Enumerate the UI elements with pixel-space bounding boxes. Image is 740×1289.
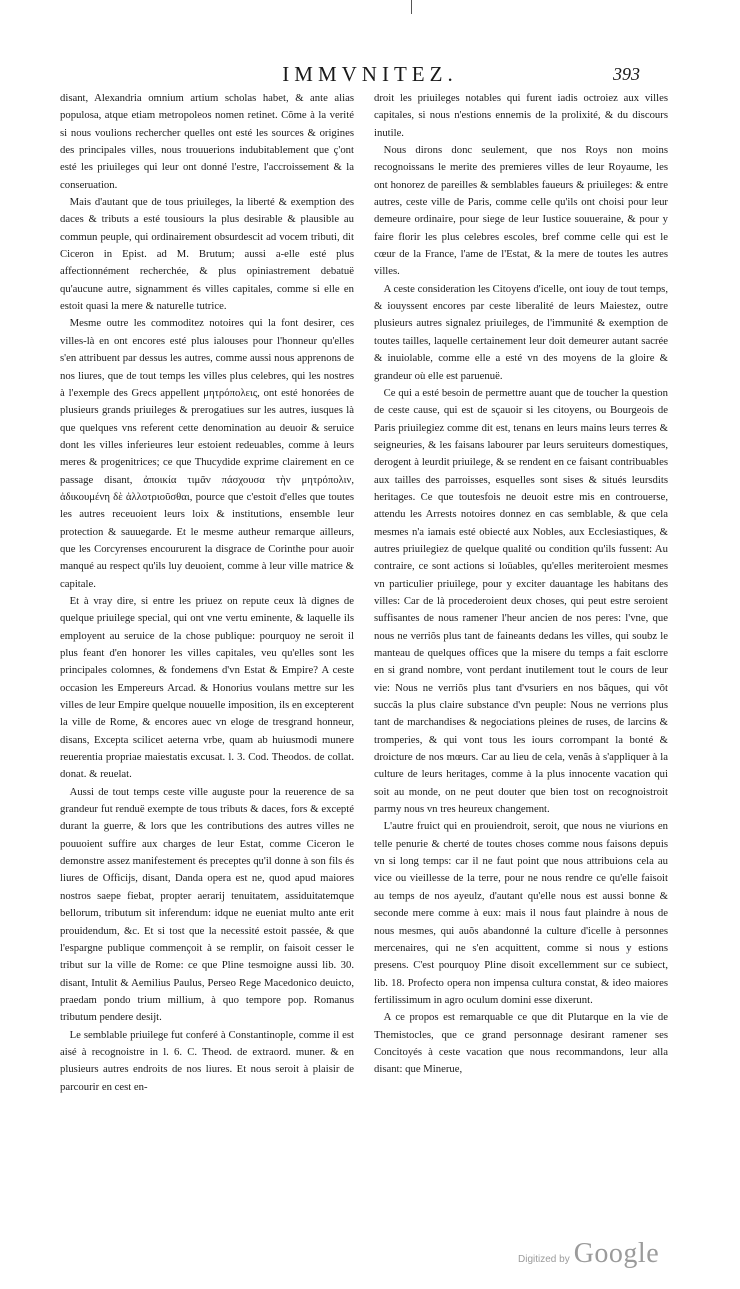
paragraph: A ce propos est remarquable ce que dit Plutarque en la vie de Themistocles, que ce grand personnage desirant ramener ses Concitoyés à ceste vacation que nous recommandons, leur alla disant: que Minerue,	[374, 1011, 668, 1076]
paragraph: Et à vray dire, si entre les priuez on repute ceux là dignes de quelque priuilege special, qui ont vne vertu eminente, & laquelle ils employent au seruice de la chose publique: pourquoy ne seroit il plus feant d'en honorer les villes capitales, veu qu'elles sont les principales colomnes, & fondemens d'vn Estat & Empire? A ceste occasion les Empereurs Arcad. & Honorius voulans mettre sur les villes de leur Empire quelque nouuelle imposition, ils en excepterent la ville de Rome, & encores auec vn eloge de tresgrand honneur, disans, Excepta scilicet aeterna vrbe, quam ab huiusmodi munere reuerentia propriae maiestatis excusat. l. 3. Cod. Theodos. de collat. donat. & reuelat.	[60, 594, 354, 781]
right-column	[374, 90, 668, 1079]
paragraph: A ceste consideration les Citoyens d'icelle, ont iouy de tout temps, & iouyssent encores par ceste liberalité de leurs Maiestez, outre plusieurs autres signalez priuileges, de l'immunité & exemption de toutes tailles, laquelle certainement leur doit demeurer autant sacrée & inuiolable, comme elle a esté vn des moyens de la gloire & grandeur où elle est paruenuë.	[374, 282, 668, 382]
paragraph: Mesme outre les commoditez notoires qui la font desirer, ces villes-là en ont encores esté plus ialouses pour l'honneur qu'elles s'en attribuent par dessus les autres, comme aussi nous apprenons de nos liures, que de tout temps les villes plus celebres, qui les nostres à l'exemple des Grecs appellent μητρόπολεις, ont esté honorées de plusieurs grands priuileges & prerogatiues sur les autres, iusques là que quelques vns referent cette denomination au deuoir & seruice dont les villes inferieures leur estoient redeuables, comme à leurs meres & progenitrices; ce que Thucydide exprime clairement en ce passage disant, ἀποικία τιμᾶν πάσχουσα τὴν μητρόπολιν, ἀδικουμένη δὲ ἀλλοτριοῦσθαι, pource que c'estoit d'elles que toutes les autres receuoient leurs loix & institutions, ensemble leur protection & sauuegarde. Et le mesme autheur remarque ailleurs, que les Corcyrenses encoururent la disgrace de Corinthe pour auoir manqué au respect qu'ils luy deuoient, comme à leur ville matrice & capitale.	[60, 317, 354, 590]
google-logo: Google	[573, 1238, 660, 1269]
paragraph: Ce qui a esté besoin de permettre auant que de toucher la question de ceste cause, qui est de sçauoir si les citoyens, ou Bourgeois de Paris priuilegiez comme dit est, tenans en leurs mains leurs terres & seigneuries, & les faisans labourer par leurs seruiteurs domestiques, derogent à leurdit priuilege, & se rendent en ce faisant contribuables aux tailles des parroisses, esquelles sont sises & situés leursdits heritages. Ce que toutesfois ne deuoit estre mis en controuerse, attendu les Arrests notoires donnez en cas semblable, & que cela mesmes n'a iamais esté obiecté aux Nobles, aux Ecclesiastiques, & autres priuilegiez de quelque qualité ou condition qu'ils fussent: Au contraire, ce sont actions si loüables, qu'elles meriteroient mesmes vn particulier priuilege, pour y exciter dauantage les habitans des villes: Car de là procederoient deux choses, qui peut estre seroient suffisantes de nous ramener l'heur ancien de nos peres: l'vne, que nous ne verriõs plus tant de faineants dedans les villes, qui soubz le manteau de quelques offices que la misere du temps a fait esclorre en si grand nombre, vont perdant inutilement tout le cours de leur vie: Nous ne verriõs plus tant d'vsuriers en nos bãques, qui võt succãs la plus claire substance d'vn peuple: Nous ne verrions plus tant de marchandises & negociations pleines de ruses, de larcins & tromperies, & qui vont tous les iours corrompant la bonté & droicture de nos mœurs. Car au lieu de cela, venãs à s'appliquer à la culture de leurs heritages, comme à la plus innocente vacation qui soit au monde, on ne peut douter que bien tost on recognoistroit parmy nous vn tres heureux changement.	[374, 386, 668, 816]
watermark-prefix: Digitized by	[518, 1254, 570, 1265]
running-head: IMMVNITEZ.	[282, 62, 458, 86]
paragraph: droit les priuileges notables qui furent iadis octroiez aux villes capitales, si nous n'estions ennemis de la prolixité, & du discours inutile.	[374, 92, 668, 139]
top-edge-mark	[411, 0, 412, 14]
paragraph: Le semblable priuilege fut conferé à Constantinople, comme il est aisé à recognoistre in l. 6. C. Theod. de extraord. muner. & en plusieurs autres endroits de nos liures. Et nous seroit à plaisir de parcourir en cest en-	[60, 1028, 354, 1093]
paragraph: Aussi de tout temps ceste ville auguste pour la reuerence de sa grandeur fut renduë exempte de tous tributs & daces, fors & excepté durant la guerre, & lors que les contributions des autres villes ne pouuoient suffire aux charges de leur Estat, comme Ciceron le demonstre assez manifestement és preceptes qu'il donne à son fils és liures de Officijs, disant, Danda opera est ne, quod apud maiores nostros saepe fiebat, propter aerarij tenuitatem, assiduitatemque bellorum, tributum sit inferendum: idque ne eueniat multo ante erit prouidendum, &c. Et si tost que la necessité estoit passée, & que l'espargne publique commençoit à se remplir, on faisoit cesser le tribut sur la ville de Rome: ce que Pline tesmoigne aussi lib. 30. disant, Intulit & Aemilius Paulus, Perseo Rege Macedonico deuicto, praedam pondo trium millium, à quo tempore pop. Romanus tributum pendere desijt.	[60, 785, 354, 1024]
paragraph: disant, Alexandria omnium artium scholas habet, & ante alias populosa, atque etiam metropoleos nomen retinet. Cõme à la verité si nous voulions rechercher quelles ont esté les sources & origines des principales villes, nous trouuerions indubitablement que ç'ont esté les priuileges qui leur ont donné l'estre, l'accroissement & la conseruation.	[60, 92, 354, 191]
paragraph: Mais d'autant que de tous priuileges, la liberté & exemption des daces & tributs a esté tousiours la plus desirable & plausible au commun peuple, qui ordinairement obsurdescit ad vocem tributi, dit Ciceron in Epist. ad M. Brutum; aussi a-elle esté plus affectionnément recherchée, & plus opiniastrement debatuë qu'aucune autre, signamment és villes capitales, comme si elle en estoit quasi la mere & naturelle tutrice.	[60, 196, 354, 313]
paragraph: Nous dirons donc seulement, que nos Roys non moins recognoissans le merite des premieres villes de leur Royaume, les ont honorez de pareilles & semblables faueurs & priuileges: & entre autres, ceste ville de Paris, comme celle qu'ils ont choisi pour leur demeure ordinaire, pour siege de leur Iustice souueraine, & pour y faire florir les plus celebres escoles, bref comme celle qui est le cœur de la France, l'ame de l'Estat, & la mere de toutes les autres villes.	[374, 144, 668, 278]
google-watermark	[518, 1238, 659, 1270]
page-number: 393	[613, 64, 640, 84]
left-column	[60, 90, 354, 1096]
paragraph: L'autre fruict qui en prouiendroit, seroit, que nous ne viurions en telle penurie & cherté de toutes choses comme nous faisons depuis vn si long temps: car il ne faut point que nous attribuions cela au vice ou vieillesse de la terre, pour ne nous rendre ce qu'elle faisoit au temps de nos ayeulz, d'autant qu'elle nous est aussi bonne & seconde mere comme à eux: mais il nous faut plaindre à nous de nous mesmes, qui auõs abandonné la culture d'icelle à personnes mercenaires, qui ne s'en acquittent, comme si nous y estions presens. C'est pourquoy Pline disoit excellemment sur ce subiect, lib. 18. Profecto opera non impensa cultura constat, & ideo maiores fertilissimum in agro oculum domini esse dixerunt.	[374, 820, 668, 1006]
